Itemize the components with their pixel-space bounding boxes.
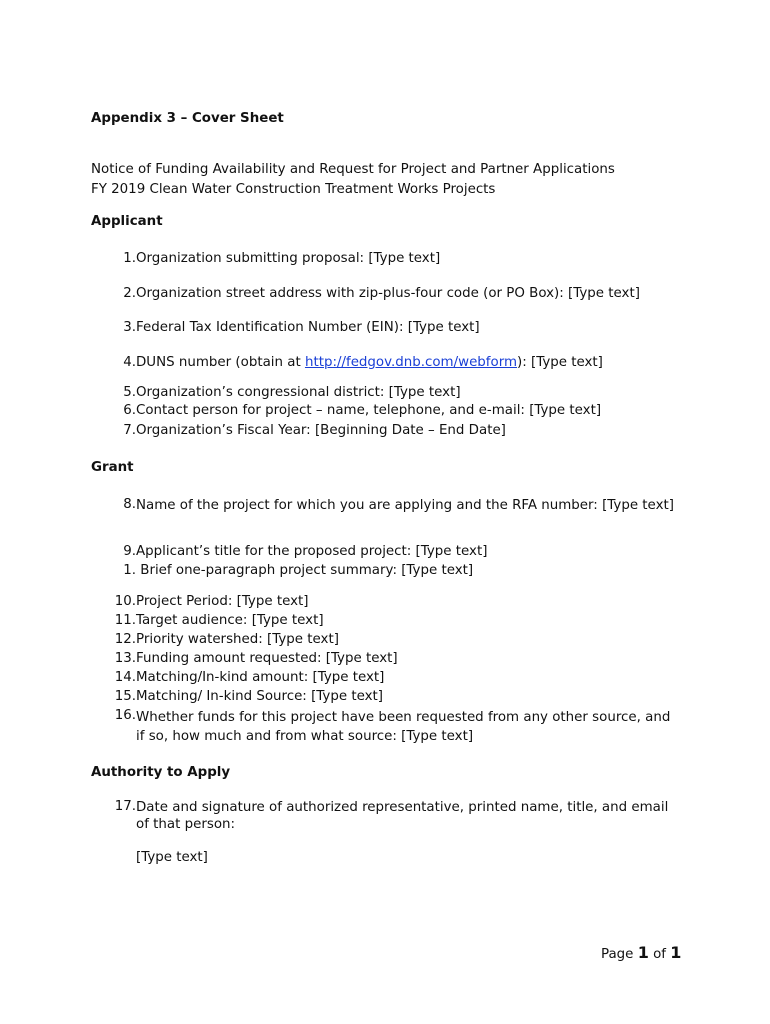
current-page-number: 1 <box>637 943 649 962</box>
duns-text-before: DUNS number (obtain at <box>136 355 305 370</box>
list-text: Organization’s Fiscal Year: [Beginning Date – End Date] <box>136 423 506 438</box>
section-title-grant: Grant <box>91 460 134 475</box>
list-item <box>91 799 681 832</box>
list-item <box>91 708 681 744</box>
list-item <box>91 286 681 301</box>
list-text <box>136 355 603 370</box>
list-text: Organization’s congressional district: [Type text] <box>136 385 461 400</box>
list-item <box>91 613 681 628</box>
list-item <box>91 423 681 438</box>
section-title-authority: Authority to Apply <box>91 765 231 780</box>
list-number: 11. <box>114 613 136 628</box>
list-text: Contact person for project – name, telephone, and e-mail: [Type text] <box>136 403 602 418</box>
list-item <box>91 594 681 609</box>
list-text: Priority watershed: [Type text] <box>136 632 339 647</box>
list-item <box>91 497 681 512</box>
total-page-number: 1 <box>670 943 682 962</box>
duns-text-after: ): [Type text] <box>517 355 603 370</box>
list-text: Organization street address with zip-plus-four code (or PO Box): [Type text] <box>136 286 640 301</box>
list-number: 9. <box>123 544 136 559</box>
list-text: Funding amount requested: [Type text] <box>136 651 398 666</box>
list-text: Target audience: [Type text] <box>136 613 324 628</box>
signature-placeholder[interactable]: [Type text] <box>136 850 208 865</box>
list-number: 8. <box>123 497 136 512</box>
list-number: 10. <box>114 594 136 609</box>
list-number: 1. <box>123 563 136 578</box>
page-heading: Appendix 3 – Cover Sheet <box>91 111 284 126</box>
page-footer <box>601 943 681 962</box>
list-number: 1. <box>123 251 136 266</box>
list-item <box>91 563 681 578</box>
list-number: 4. <box>123 355 136 370</box>
list-text: Project Period: [Type text] <box>136 594 309 609</box>
list-number: 14. <box>114 670 136 685</box>
list-number: 12. <box>114 632 136 647</box>
notice-line-1: Notice of Funding Availability and Request for Project and Partner Applications <box>91 162 615 177</box>
list-text: Matching/ In-kind Source: [Type text] <box>136 689 383 704</box>
list-item <box>91 544 681 559</box>
list-item <box>91 355 681 370</box>
list-item <box>91 651 681 666</box>
list-item <box>91 320 681 335</box>
list-text: Matching/In-kind amount: [Type text] <box>136 670 385 685</box>
list-number: 17. <box>114 799 136 814</box>
list-item <box>91 403 681 418</box>
list-number: 15. <box>114 689 136 704</box>
list-number: 7. <box>123 423 136 438</box>
list-text: Federal Tax Identification Number (EIN): [Type text] <box>136 320 480 335</box>
list-item <box>91 251 681 266</box>
list-text: Brief one-paragraph project summary: [Type text] <box>136 563 474 578</box>
list-text: Organization submitting proposal: [Type text] <box>136 251 441 266</box>
list-text: Date and signature of authorized representative, printed name, title, and email of that person: <box>136 800 669 832</box>
list-text: Whether funds for this project have been requested from any other source, and if so, how much and from what source: [Type text] <box>136 710 671 744</box>
section-title-applicant: Applicant <box>91 214 163 229</box>
list-number: 5. <box>123 385 136 400</box>
list-text: Applicant’s title for the proposed project: [Type text] <box>136 544 488 559</box>
list-text: Name of the project for which you are applying and the RFA number: [Type text] <box>136 498 674 513</box>
page-word: Page <box>601 947 634 962</box>
of-word: of <box>653 947 667 962</box>
fedgov-link[interactable]: http://fedgov.dnb.com/webform <box>304 355 518 370</box>
list-number: 6. <box>123 403 136 418</box>
notice-line-2: FY 2019 Clean Water Construction Treatment Works Projects <box>91 182 496 197</box>
list-number: 13. <box>114 651 136 666</box>
list-number: 3. <box>123 320 136 335</box>
list-number: 2. <box>123 286 136 301</box>
list-item <box>91 632 681 647</box>
list-item <box>91 385 681 400</box>
list-item <box>91 670 681 685</box>
list-item <box>91 689 681 704</box>
list-number: 16. <box>114 708 136 723</box>
